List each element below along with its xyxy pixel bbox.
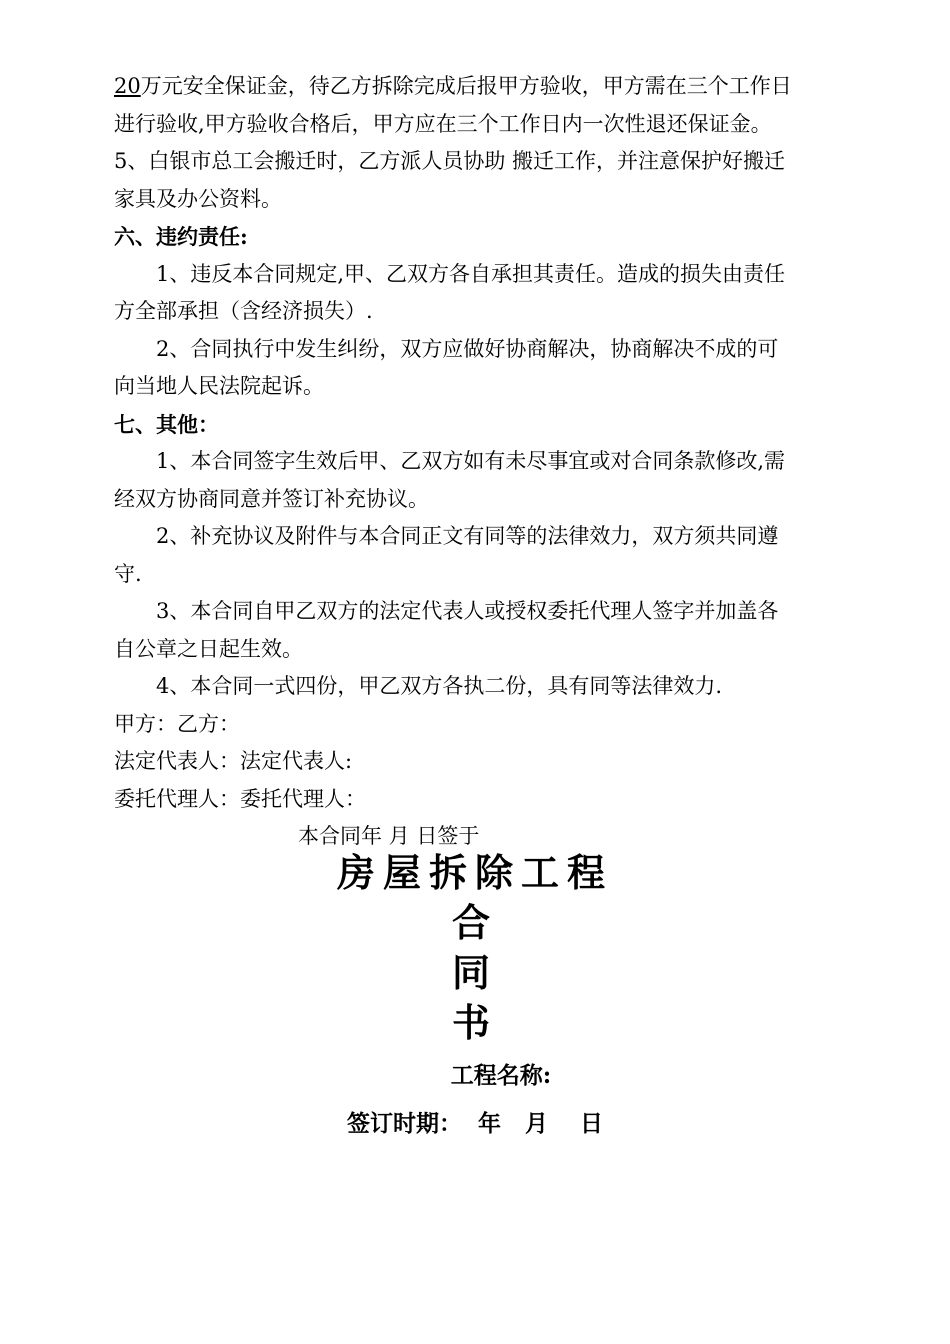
paragraph-line: 自公章之日起生效。	[114, 636, 303, 661]
signed-at-line: 本合同年 月 日签于	[298, 824, 480, 848]
contract-body	[114, 68, 838, 856]
clause-line: 2、补充协议及附件与本合同正文有同等的法律效力，双方须共同遵	[156, 524, 779, 548]
party-line: 甲方：乙方：	[114, 711, 240, 736]
section-heading-breach: 六、违约责任:	[114, 224, 248, 249]
agent-line: 委托代理人：委托代理人：	[114, 786, 366, 811]
clause-5-line: 5、白银市总工会搬迁时，乙方派人员协助 搬迁工作，并注意保护好搬迁	[114, 149, 786, 173]
clause-line: 4、本合同一式四份，甲乙双方各执二份，具有同等法律效力.	[156, 674, 723, 698]
paragraph-line: 家具及办公资料。	[114, 186, 282, 211]
paragraph-line: 经双方协商同意并签订补充协议。	[114, 486, 429, 511]
clause-line: 1、违反本合同规定,甲、乙双方各自承担其责任。造成的损失由责任	[156, 261, 786, 286]
legal-rep-line: 法定代表人：法定代表人:	[114, 749, 353, 773]
clause-line: 1、本合同签字生效后甲、乙双方如有未尽事宜或对合同条款修改,需	[156, 449, 786, 473]
cover-title-char: 合	[451, 900, 498, 945]
project-name-label: 工程名称:	[450, 1062, 552, 1089]
sign-date-label: 签订时期： 年 月 日	[346, 1110, 604, 1137]
clause-line: 3、本合同自甲乙双方的法定代表人或授权委托代理人签字并加盖各	[156, 599, 779, 623]
deposit-amount: 20	[114, 74, 141, 98]
paragraph-line	[114, 68, 838, 106]
paragraph-line: 方全部承担（含经济损失）.	[114, 299, 373, 323]
paragraph-line: 进行验收,甲方验收合格后，甲方应在三个工作日内一次性退还保证金。	[114, 111, 772, 136]
paragraph-line: 向当地人民法院起诉。	[114, 374, 324, 398]
deposit-text: 万元安全保证金，待乙方拆除完成后报甲方验收，甲方需在三个工作日	[140, 74, 792, 98]
clause-line: 2、合同执行中发生纠纷，双方应做好协商解决，协商解决不成的可	[156, 336, 779, 361]
cover-title-char: 同	[451, 950, 498, 995]
section-heading-other: 七、其他：	[114, 411, 219, 437]
cover-title-char: 书	[451, 1000, 498, 1045]
paragraph-line: 守.	[114, 561, 142, 586]
cover-title: 房屋拆除工程	[336, 850, 613, 895]
cover-title-block	[0, 848, 950, 1148]
